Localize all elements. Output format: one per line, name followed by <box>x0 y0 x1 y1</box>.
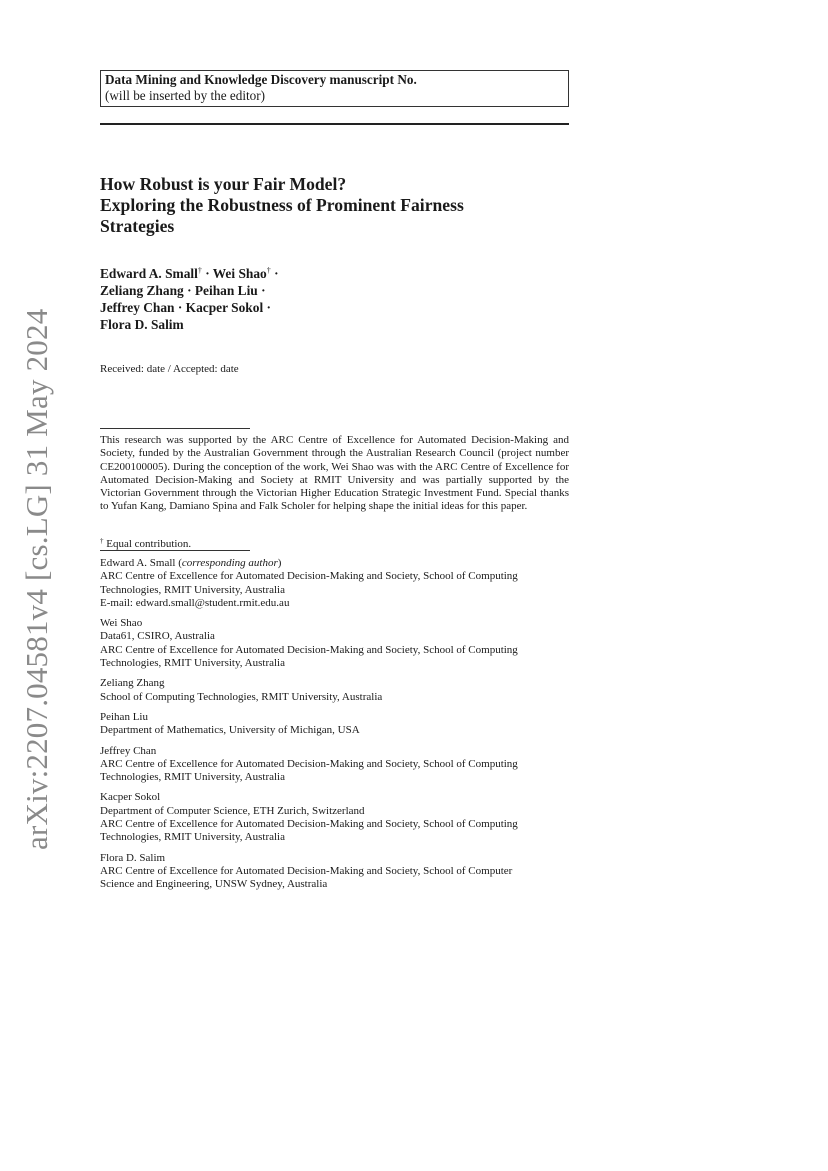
author-line-3: Jeffrey Chan · Kacper Sokol · <box>100 300 271 315</box>
arxiv-identifier: arXiv:2207.04581v4 [cs.LG] 31 May 2024 <box>19 308 54 850</box>
affiliation-line: Department of Mathematics, University of Michigan, USA <box>100 724 360 737</box>
affiliation-name: Kacper Sokol <box>100 791 161 804</box>
equal-contribution-text: Equal contribution. <box>103 538 192 550</box>
affiliation-name-close: ) <box>277 557 282 569</box>
affiliation-line: Technologies, RMIT University, Australia <box>100 771 285 784</box>
dagger-mark-small: † <box>197 266 202 275</box>
affiliation-name: Wei Shao <box>100 617 143 630</box>
title-line-1: How Robust is your Fair Model? <box>100 174 347 194</box>
author-list <box>100 262 569 333</box>
affiliation-line: ARC Centre of Excellence for Automated Decision-Making and Society, School of Computing <box>100 570 518 583</box>
affiliation-shao <box>100 617 569 670</box>
affiliation-line: School of Computing Technologies, RMIT University, Australia <box>100 690 383 703</box>
affiliation-email: E-mail: edward.small@student.rmit.edu.au <box>100 596 290 609</box>
dagger-mark-shao: † <box>266 266 271 275</box>
affiliation-line: ARC Centre of Excellence for Automated Decision-Making and Society, School of Computing <box>100 643 518 656</box>
affiliation-line: ARC Centre of Excellence for Automated Decision-Making and Society, School of Computing <box>100 818 518 831</box>
title-line-3: Strategies <box>100 216 175 236</box>
author-trailing-separator: · <box>270 266 279 281</box>
journal-name: Data Mining and Knowledge Discovery manuscript No. <box>105 72 417 87</box>
affiliation-zhang <box>100 677 569 704</box>
affiliation-line: Science and Engineering, UNSW Sydney, Australia <box>100 878 328 891</box>
author-shao: Wei Shao <box>212 266 267 281</box>
affiliation-salim <box>100 852 569 892</box>
affiliation-chan <box>100 745 569 785</box>
affiliations <box>100 557 569 899</box>
affiliation-sokol <box>100 791 569 844</box>
affiliation-name: Peihan Liu <box>100 710 148 723</box>
dagger-mark: † <box>100 537 104 545</box>
corresponding-author-label: corresponding author <box>181 557 278 569</box>
affiliation-name: Jeffrey Chan <box>100 744 157 757</box>
paper-title <box>100 174 569 237</box>
affiliation-rule <box>100 550 250 551</box>
funding-acknowledgement: This research was supported by the ARC Centre of Excellence for Automated Decision-Making and Society, funded by the Australian Government through the Australian Research Council (project number CE200100005). During the conception of the work, Wei Shao was with the ARC Centre of Excellence for Automated Decision-Making and Society at RMIT University and was partially supported by the Victorian Government through the Victorian Higher Education Strategic Investment Fund. Special thanks to Yufan Kang, Damiano Spina and Falk Scholer for helping shape the initial ideas for this paper. <box>100 434 569 513</box>
received-accepted-dates: Received: date / Accepted: date <box>100 363 239 375</box>
affiliation-name: Zeliang Zhang <box>100 677 165 690</box>
author-line-1 <box>100 262 569 282</box>
equal-contribution-note <box>100 535 191 551</box>
editor-note: (will be inserted by the editor) <box>105 88 266 103</box>
affiliation-line: Technologies, RMIT University, Australia <box>100 657 285 670</box>
affiliation-line: Technologies, RMIT University, Australia <box>100 831 285 844</box>
footnote-rule <box>100 428 250 429</box>
author-line-4: Flora D. Salim <box>100 317 184 332</box>
journal-header-box <box>100 70 569 107</box>
affiliation-line: ARC Centre of Excellence for Automated Decision-Making and Society, School of Computing <box>100 757 518 770</box>
author-small: Edward A. Small <box>100 266 198 281</box>
affiliation-name <box>100 557 569 570</box>
title-line-2: Exploring the Robustness of Prominent Fairness <box>100 195 464 215</box>
affiliation-line: ARC Centre of Excellence for Automated Decision-Making and Society, School of Computer <box>100 864 513 877</box>
affiliation-name-text: Edward A. Small ( <box>100 557 182 569</box>
author-separator: · <box>201 266 213 281</box>
affiliation-liu <box>100 711 569 738</box>
author-line-2: Zeliang Zhang · Peihan Liu · <box>100 283 266 298</box>
affiliation-small <box>100 557 569 610</box>
affiliation-name: Flora D. Salim <box>100 851 166 864</box>
affiliation-line: Data61, CSIRO, Australia <box>100 630 215 643</box>
header-rule <box>100 123 569 125</box>
affiliation-line: Technologies, RMIT University, Australia <box>100 583 285 596</box>
affiliation-line: Department of Computer Science, ETH Zurich, Switzerland <box>100 804 365 817</box>
